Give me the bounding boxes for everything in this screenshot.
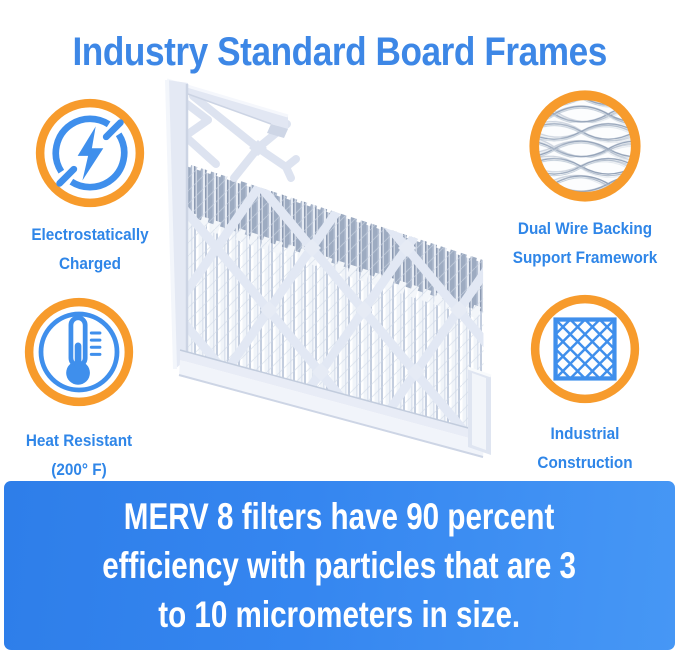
- lattice-square-circle-icon: [494, 292, 676, 411]
- feature-label: Industrial Construction: [537, 424, 633, 472]
- wire-mesh-circle-icon: [492, 88, 678, 209]
- feature-industrial-construction: [494, 292, 676, 477]
- feature-dual-wire-backing: [492, 88, 678, 272]
- feature-heat-resistant: [0, 295, 158, 484]
- merv-info-banner: [4, 481, 675, 650]
- feature-label: Electrostatically Charged: [31, 225, 149, 273]
- banner-line: efficiency with particles that are 3: [102, 545, 577, 586]
- thermometer-circle-icon: [0, 295, 158, 414]
- banner-line: to 10 micrometers in size.: [158, 594, 521, 635]
- banner-line: MERV 8 filters have 90 percent: [124, 496, 555, 537]
- page-title: Industry Standard Board Frames: [72, 29, 607, 74]
- feature-label: Dual Wire Backing Support Framework: [512, 219, 658, 267]
- product-image-pleated-filter: [150, 60, 510, 480]
- feature-label: Heat Resistant (200° F): [25, 431, 133, 479]
